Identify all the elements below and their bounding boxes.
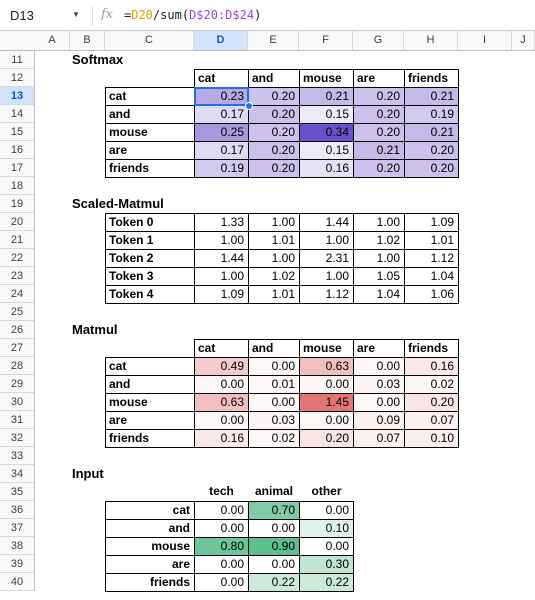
scaled-matmul-cell[interactable]: 1.02 — [248, 267, 300, 286]
matmul-row-label[interactable]: mouse — [105, 393, 195, 412]
matmul-cell[interactable]: 0.00 — [353, 357, 405, 376]
matmul-cell[interactable]: 0.03 — [248, 411, 300, 430]
softmax-cell[interactable]: 0.15 — [299, 105, 354, 124]
input-cell[interactable]: 0.22 — [299, 573, 354, 592]
column-header-g[interactable]: G — [353, 31, 404, 50]
input-cell[interactable]: 0.80 — [194, 537, 249, 556]
scaled-matmul-cell[interactable]: 1.12 — [299, 285, 354, 304]
matmul-cell[interactable]: 1.45 — [299, 393, 354, 412]
input-row-label[interactable]: are — [105, 555, 195, 574]
input-cell[interactable]: 0.22 — [248, 573, 300, 592]
scaled-matmul-cell[interactable]: 1.09 — [404, 213, 459, 232]
input-col-header[interactable]: other — [311, 484, 342, 498]
softmax-cell[interactable]: 0.20 — [248, 87, 300, 106]
input-cell[interactable]: 0.00 — [248, 555, 300, 574]
scaled-matmul-row-label[interactable]: Token 1 — [105, 231, 195, 250]
row-header-31[interactable]: 31 — [0, 411, 35, 429]
input-cell[interactable]: 0.00 — [194, 573, 249, 592]
matmul-cell[interactable]: 0.07 — [353, 429, 405, 448]
scaled-matmul-cell[interactable]: 1.02 — [353, 231, 405, 250]
row-header-17[interactable]: 17 — [0, 159, 35, 177]
matmul-cell[interactable]: 0.16 — [404, 357, 459, 376]
matmul-col-header[interactable]: mouse — [299, 339, 354, 358]
row-header-27[interactable]: 27 — [0, 339, 35, 357]
scaled-matmul-cell[interactable]: 1.06 — [404, 285, 459, 304]
column-header-a[interactable]: A — [35, 31, 70, 50]
scaled-matmul-cell[interactable]: 1.00 — [248, 213, 300, 232]
scaled-matmul-row-label[interactable]: Token 4 — [105, 285, 195, 304]
matmul-cell[interactable]: 0.00 — [248, 393, 300, 412]
matmul-cell[interactable]: 0.00 — [353, 393, 405, 412]
row-header-21[interactable]: 21 — [0, 231, 35, 249]
matmul-cell[interactable]: 0.00 — [299, 375, 354, 394]
matmul-row-label[interactable]: and — [105, 375, 195, 394]
matmul-cell[interactable]: 0.49 — [194, 357, 249, 376]
softmax-col-header[interactable]: are — [353, 69, 405, 88]
row-header-34[interactable]: 34 — [0, 465, 35, 483]
row-header-28[interactable]: 28 — [0, 357, 35, 375]
softmax-cell[interactable]: 0.23 — [194, 87, 249, 106]
scaled-matmul-cell[interactable]: 1.00 — [248, 249, 300, 268]
matmul-cell[interactable]: 0.02 — [248, 429, 300, 448]
row-header-14[interactable]: 14 — [0, 105, 35, 123]
matmul-cell[interactable]: 0.01 — [248, 375, 300, 394]
column-header-b[interactable]: B — [70, 31, 105, 50]
row-header-15[interactable]: 15 — [0, 123, 35, 141]
function-icon: fx — [101, 7, 114, 22]
softmax-cell[interactable]: 0.19 — [194, 159, 249, 178]
softmax-cell[interactable]: 0.21 — [353, 141, 405, 160]
scaled-matmul-title: Scaled-Matmul — [72, 196, 164, 211]
input-cell[interactable]: 0.00 — [299, 501, 354, 520]
row-header-24[interactable]: 24 — [0, 285, 35, 303]
row-header-36[interactable]: 36 — [0, 501, 35, 519]
matmul-row-label[interactable]: cat — [105, 357, 195, 376]
softmax-cell[interactable]: 0.17 — [194, 105, 249, 124]
input-cell[interactable]: 0.00 — [194, 519, 249, 538]
scaled-matmul-row-label[interactable]: Token 3 — [105, 267, 195, 286]
matmul-cell[interactable]: 0.20 — [299, 429, 354, 448]
matmul-col-header[interactable]: and — [248, 339, 300, 358]
input-col-header[interactable]: tech — [209, 484, 234, 498]
row-header-33[interactable]: 33 — [0, 447, 35, 465]
formula-bar-divider — [92, 6, 93, 26]
softmax-cell[interactable]: 0.19 — [404, 105, 459, 124]
matmul-cell[interactable]: 0.00 — [299, 411, 354, 430]
matmul-cell[interactable]: 0.02 — [404, 375, 459, 394]
softmax-cell[interactable]: 0.34 — [299, 123, 354, 142]
softmax-col-header[interactable]: mouse — [299, 69, 354, 88]
input-row-label[interactable]: cat — [105, 501, 195, 520]
softmax-col-header[interactable]: friends — [404, 69, 459, 88]
scaled-matmul-cell[interactable]: 1.00 — [353, 213, 405, 232]
matmul-title: Matmul — [72, 322, 118, 337]
input-cell[interactable]: 0.70 — [248, 501, 300, 520]
scaled-matmul-cell[interactable]: 1.44 — [194, 249, 249, 268]
column-header-d[interactable]: D — [194, 31, 248, 50]
softmax-cell[interactable]: 0.20 — [248, 159, 300, 178]
input-col-header[interactable]: animal — [254, 484, 293, 498]
matmul-cell[interactable]: 0.03 — [353, 375, 405, 394]
softmax-cell[interactable]: 0.21 — [404, 87, 459, 106]
matmul-cell[interactable]: 0.63 — [299, 357, 354, 376]
input-cell[interactable]: 0.00 — [194, 501, 249, 520]
row-header-22[interactable]: 22 — [0, 249, 35, 267]
matmul-col-header[interactable]: cat — [194, 339, 249, 358]
row-header-11[interactable]: 11 — [0, 51, 35, 69]
input-cell[interactable]: 0.30 — [299, 555, 354, 574]
scaled-matmul-cell[interactable]: 1.00 — [194, 231, 249, 250]
row-header-32[interactable]: 32 — [0, 429, 35, 447]
softmax-cell[interactable]: 0.20 — [353, 123, 405, 142]
row-header-25[interactable]: 25 — [0, 303, 35, 321]
scaled-matmul-cell[interactable]: 1.33 — [194, 213, 249, 232]
column-header-c[interactable]: C — [105, 31, 194, 50]
matmul-row-label[interactable]: are — [105, 411, 195, 430]
matmul-cell[interactable]: 0.00 — [194, 411, 249, 430]
row-header-35[interactable]: 35 — [0, 483, 35, 501]
softmax-cell[interactable]: 0.17 — [194, 141, 249, 160]
softmax-cell[interactable]: 0.20 — [404, 159, 459, 178]
row-header-20[interactable]: 20 — [0, 213, 35, 231]
softmax-cell[interactable]: 0.20 — [353, 159, 405, 178]
row-header-12[interactable]: 12 — [0, 69, 35, 87]
softmax-row-label[interactable]: mouse — [105, 123, 195, 142]
softmax-cell[interactable]: 0.16 — [299, 159, 354, 178]
scaled-matmul-row-label[interactable]: Token 0 — [105, 213, 195, 232]
softmax-col-header[interactable]: cat — [194, 69, 249, 88]
column-header-bar — [0, 31, 535, 51]
softmax-cell[interactable]: 0.20 — [353, 87, 405, 106]
matmul-cell[interactable]: 0.00 — [194, 375, 249, 394]
softmax-cell[interactable]: 0.20 — [248, 105, 300, 124]
scaled-matmul-cell[interactable]: 1.00 — [299, 231, 354, 250]
matmul-cell[interactable]: 0.07 — [404, 411, 459, 430]
formula-function: /sum( — [152, 8, 190, 22]
softmax-title: Softmax — [72, 52, 124, 67]
formula-ref-cell: D20 — [131, 8, 153, 22]
formula-prefix: = — [124, 8, 132, 22]
scaled-matmul-row-label[interactable]: Token 2 — [105, 249, 195, 268]
row-header-13[interactable]: 13 — [0, 87, 35, 105]
softmax-cell[interactable]: 0.20 — [248, 123, 300, 142]
column-header-j[interactable]: J — [512, 31, 535, 50]
softmax-cell[interactable]: 0.20 — [353, 105, 405, 124]
scaled-matmul-cell[interactable]: 1.00 — [353, 249, 405, 268]
formula-ref-range: D$20:D$24 — [189, 8, 255, 22]
input-cell[interactable]: 0.00 — [248, 519, 300, 538]
softmax-col-header[interactable]: and — [248, 69, 300, 88]
formula-suffix: ) — [254, 8, 262, 22]
column-header-e[interactable]: E — [248, 31, 299, 50]
scaled-matmul-cell[interactable]: 1.05 — [353, 267, 405, 286]
matmul-cell[interactable]: 0.63 — [194, 393, 249, 412]
row-header-38[interactable]: 38 — [0, 537, 35, 555]
scaled-matmul-cell[interactable]: 1.01 — [404, 231, 459, 250]
softmax-cell[interactable]: 0.21 — [404, 123, 459, 142]
matmul-cell[interactable]: 0.20 — [404, 393, 459, 412]
row-header-30[interactable]: 30 — [0, 393, 35, 411]
column-header-h[interactable]: H — [404, 31, 458, 50]
column-header-f[interactable]: F — [299, 31, 353, 50]
name-box[interactable]: D13 — [10, 8, 34, 23]
row-header-40[interactable]: 40 — [0, 573, 35, 591]
softmax-row-label[interactable]: are — [105, 141, 195, 160]
scaled-matmul-cell[interactable]: 1.04 — [404, 267, 459, 286]
input-cell[interactable]: 0.10 — [299, 519, 354, 538]
scaled-matmul-cell[interactable]: 1.09 — [194, 285, 249, 304]
softmax-cell[interactable]: 0.15 — [299, 141, 354, 160]
scaled-matmul-cell[interactable]: 1.01 — [248, 285, 300, 304]
softmax-cell[interactable]: 0.25 — [194, 123, 249, 142]
row-header-29[interactable]: 29 — [0, 375, 35, 393]
matmul-cell[interactable]: 0.16 — [194, 429, 249, 448]
input-row-label[interactable]: and — [105, 519, 195, 538]
input-cell[interactable]: 0.90 — [248, 537, 300, 556]
chevron-down-icon[interactable]: ▼ — [72, 10, 80, 19]
softmax-row-label[interactable]: and — [105, 105, 195, 124]
softmax-cell[interactable]: 0.20 — [248, 141, 300, 160]
scaled-matmul-cell[interactable]: 1.00 — [194, 267, 249, 286]
input-cell[interactable]: 0.00 — [299, 537, 354, 556]
matmul-cell[interactable]: 0.09 — [353, 411, 405, 430]
row-header-23[interactable]: 23 — [0, 267, 35, 285]
row-header-39[interactable]: 39 — [0, 555, 35, 573]
input-row-label[interactable]: mouse — [105, 537, 195, 556]
matmul-cell[interactable]: 0.10 — [404, 429, 459, 448]
softmax-cell[interactable]: 0.21 — [299, 87, 354, 106]
matmul-row-label[interactable]: friends — [105, 429, 195, 448]
scaled-matmul-cell[interactable]: 1.00 — [299, 267, 354, 286]
input-row-label[interactable]: friends — [105, 573, 195, 592]
formula-bar — [0, 0, 535, 31]
row-header-19[interactable]: 19 — [0, 195, 35, 213]
softmax-row-label[interactable]: cat — [105, 87, 195, 106]
row-header-18[interactable]: 18 — [0, 177, 35, 195]
softmax-row-label[interactable]: friends — [105, 159, 195, 178]
formula-input[interactable] — [124, 8, 261, 22]
input-cell[interactable]: 0.00 — [194, 555, 249, 574]
scaled-matmul-cell[interactable]: 1.01 — [248, 231, 300, 250]
row-header-26[interactable]: 26 — [0, 321, 35, 339]
column-header-i[interactable]: I — [458, 31, 512, 50]
input-title: Input — [72, 466, 104, 481]
row-header-37[interactable]: 37 — [0, 519, 35, 537]
fill-handle[interactable] — [245, 102, 253, 110]
matmul-col-header[interactable]: friends — [404, 339, 459, 358]
scaled-matmul-cell[interactable]: 1.44 — [299, 213, 354, 232]
matmul-cell[interactable]: 0.00 — [248, 357, 300, 376]
scaled-matmul-cell[interactable]: 1.04 — [353, 285, 405, 304]
scaled-matmul-cell[interactable]: 2.31 — [299, 249, 354, 268]
softmax-cell[interactable]: 0.20 — [404, 141, 459, 160]
matmul-col-header[interactable]: are — [353, 339, 405, 358]
scaled-matmul-cell[interactable]: 1.12 — [404, 249, 459, 268]
row-header-16[interactable]: 16 — [0, 141, 35, 159]
